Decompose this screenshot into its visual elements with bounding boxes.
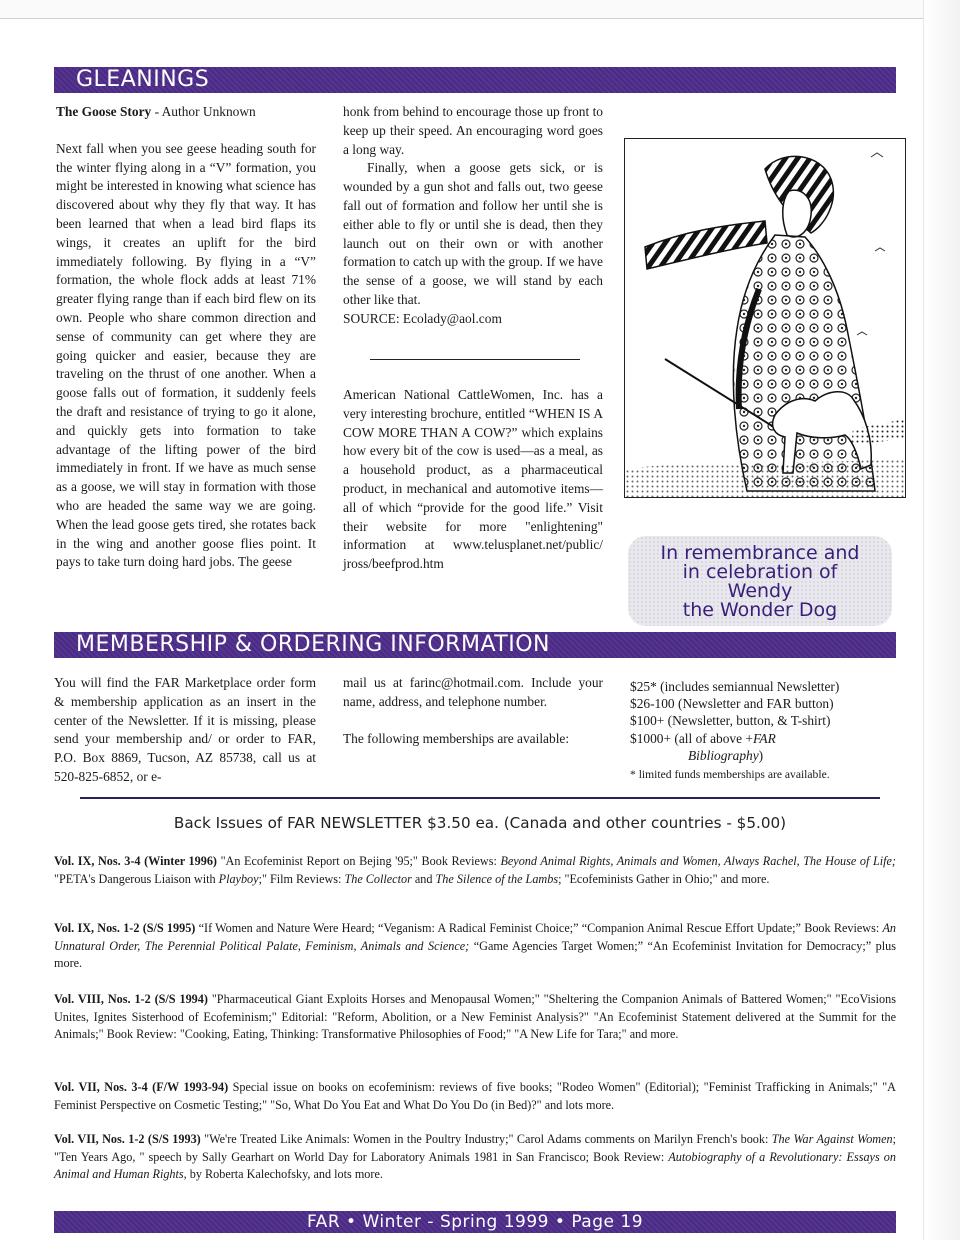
issue-text: and: [411, 871, 436, 886]
issue-text: ;" Film Reviews:: [258, 871, 345, 886]
memberships-available: The following memberships are available:: [343, 730, 570, 746]
issue-volume: Vol. VIII, Nos. 1-2 (S/S 1994): [54, 992, 208, 1006]
page-footer: FAR • Winter - Spring 1999 • Page 19: [54, 1211, 896, 1233]
page-top-edge: [0, 0, 960, 19]
membership-column-1: [54, 674, 316, 787]
issue-title-italic: The Collector: [344, 871, 412, 886]
wendy-caption: [628, 536, 892, 626]
issue-text: “If Women and Nature Were Heard; “Veganism: A Radical Feminist Choice;” “Companion Animal Rescue Effort Update;” Book Reviews:: [195, 921, 883, 935]
goose-story-author: - Author Unknown: [151, 104, 256, 119]
caption-line-1: In remembrance and: [660, 542, 860, 564]
gleanings-header: GLEANINGS: [54, 67, 896, 93]
issue-text: "PETA's Dangerous Liaison with: [54, 871, 219, 886]
issue-text: Special issue on books on ecofeminism: reviews of five books; "Rodeo Women" (Editorial); "Feminist Trafficking in Animals;" "A Feminist Perspective on Cosmetic Testing;" "So, What Do You Eat and What Do You Do (in Bed)?" and lots more.: [54, 1080, 896, 1112]
issue-title-italic: Beyond Animal Rights, Animals and Women, Always Rachel, The House of Life;: [500, 854, 896, 868]
goose-story-heading: [56, 103, 316, 122]
cattlewomen-text: American National CattleWomen, Inc. has a very interesting brochure, entitled “WHEN IS A COW MORE THAN A COW?” which explains how every bit of the cow is used—as a meal, as a household product, as a pharmaceutical product, in mechanical and automotive items—all of which “provide for the good life.” Visit their website for more "enlightening" information at www.telusplanet.net/public/ jross/beefprod.htm: [343, 387, 603, 572]
issue-volume: Vol. IX, Nos. 3-4 (Winter 1996): [54, 854, 217, 868]
issue-volume: Vol. IX, Nos. 1-2 (S/S 1995): [54, 921, 196, 935]
woman-and-dog-illustration: [624, 138, 906, 498]
back-issue-entry: [54, 920, 896, 973]
price-item: $26-100 (Newsletter and FAR button): [630, 696, 834, 712]
issue-title-italic: The War Against Women: [771, 1132, 893, 1146]
goose-story-sick-goose: Finally, when a goose gets sick, or is wounded by a gun shot and falls out, two geese fall out of formation and follow her until she is either able to fly or until she is dead, then they launch out on their own or with another formation to catch up with the group. If we have the sense of a goose, we will stand by each other like that.: [343, 160, 603, 307]
price-item-continued: Bibliography): [688, 747, 764, 763]
issue-text: ; "Ten Years Ago, " speech by Sally Gearhart on World Day for Laboratory Animals 1981 in San Francisco; Book Review:: [54, 1132, 896, 1164]
gleanings-column-2: [343, 103, 603, 329]
price-item: $1000+ (all of above +FAR: [630, 730, 776, 746]
caption-line-4: the Wonder Dog: [682, 599, 838, 621]
issue-text: "Pharmaceutical Giant Exploits Horses and Menopausal Women;" "Sheltering the Companion Animals of Battered Women;" "EcoVisions Unites, Ignites Sisterhood of Ecofeminism;" Editorial: "Reform, Abolition, or a New Feminist Analysis?" "An Ecofeminist Statement delivered at the Summit for the Animals;" Book Review: "Cooking, Eating, Thinking: Transformative Philosophies of Food;" "A New Life for Tara;" and more.: [54, 992, 896, 1042]
membership-contact-text: mail us at farinc@hotmail.com. Include your name, address, and telephone number.: [343, 675, 603, 709]
issue-volume: Vol. VII, Nos. 3-4 (F/W 1993-94): [54, 1080, 229, 1094]
issue-text: ; "Ecofeminists Gather in Ohio;" and more.: [558, 871, 770, 886]
issue-title-italic: Autobiography of a Revolutionary: Essays on Animal and Human Rights: [54, 1149, 896, 1182]
gleanings-column-1: [56, 103, 316, 572]
illustration-drawing: [625, 139, 905, 497]
price-item: $100+ (Newsletter, button, & T-shirt): [630, 713, 831, 729]
membership-text: You will find the FAR Marketplace order form & membership application as an insert in the center of the Newsletter. If it is missing, please send your membership and/ or order to FAR, P.O. Box 8869, Tucson, AZ 85738, call us at 520-825-6852, or e-: [54, 675, 316, 784]
issue-text: "We're Treated Like Animals: Women in the Poultry Industry;" Carol Adams comments on Marilyn French's book:: [200, 1132, 772, 1146]
issue-text: “Game Agencies Target Women;” “An Ecofeminist Invitation for Democracy;” plus more.: [54, 938, 896, 971]
membership-header: MEMBERSHIP & ORDERING INFORMATION: [54, 632, 896, 658]
back-issues-divider: [80, 797, 880, 799]
back-issue-entry: [54, 1131, 896, 1184]
goose-story-title: The Goose Story: [56, 104, 152, 119]
membership-column-2: [343, 674, 603, 748]
back-issue-entry: [54, 991, 896, 1044]
goose-story-source: SOURCE: Ecolady@aol.com: [343, 310, 502, 326]
limited-funds-note: * limited funds memberships are available.: [630, 768, 830, 782]
membership-price-list: [630, 678, 920, 783]
caption-line-2: in celebration of: [682, 561, 838, 583]
back-issue-entry: [54, 1079, 896, 1114]
back-issues-title: Back Issues of FAR NEWSLETTER $3.50 ea. (Canada and other countries - $5.00): [173, 814, 787, 832]
issue-title-italic: The Silence of the Lambs: [435, 871, 559, 886]
goose-story-continued: honk from behind to encourage those up front to keep up their speed. An encouraging word goes a long way.: [343, 104, 603, 157]
page-right-edge: [923, 0, 960, 1240]
back-issue-entry: [54, 853, 896, 888]
issue-title-italic: Playboy: [218, 871, 259, 886]
issue-text: , by Roberta Kalechofsky, and lots more.: [183, 1167, 383, 1182]
issue-text: "An Ecofeminist Report on Bejing '95;" Book Reviews:: [216, 854, 501, 868]
goose-story-text: Next fall when you see geese heading south for the winter flying along in a “V” formation, you might be interested in knowing what science has discovered about why they fly that way. It has been learned that when a lead bird flaps its wings, it creates an uplift for the bird immediately following. By flying in a “V” formation, the whole flock adds at least 71% greater flying range than if each bird flew on its own. People who share common direction and sense of community can get where they are going quicker and easier, because they are traveling on the thrust of one another. When a goose falls out of formation, it suddenly feels the draft and resistance of trying to go it alone, and quickly gets into formation to take advantage of the lifting power of the bird immediately in front. If we have as much sense as a goose, we will stay in formation with those who are headed the same way we are going. When the lead goose gets tired, she rotates back in the wing and another goose flies point. It pays to take turn doing hard jobs. The geese: [56, 140, 316, 570]
caption-line-3: Wendy: [727, 580, 793, 602]
price-item: $25* (includes semiannual Newsletter): [630, 679, 840, 694]
issue-title-italic: An Unnatural Order, The Perennial Political Palate, Feminism, Animals and Science;: [54, 921, 896, 953]
cattlewomen-article: [343, 386, 603, 574]
issue-volume: Vol. VII, Nos. 1-2 (S/S 1993): [54, 1132, 201, 1146]
section-divider-rule: [370, 359, 580, 360]
